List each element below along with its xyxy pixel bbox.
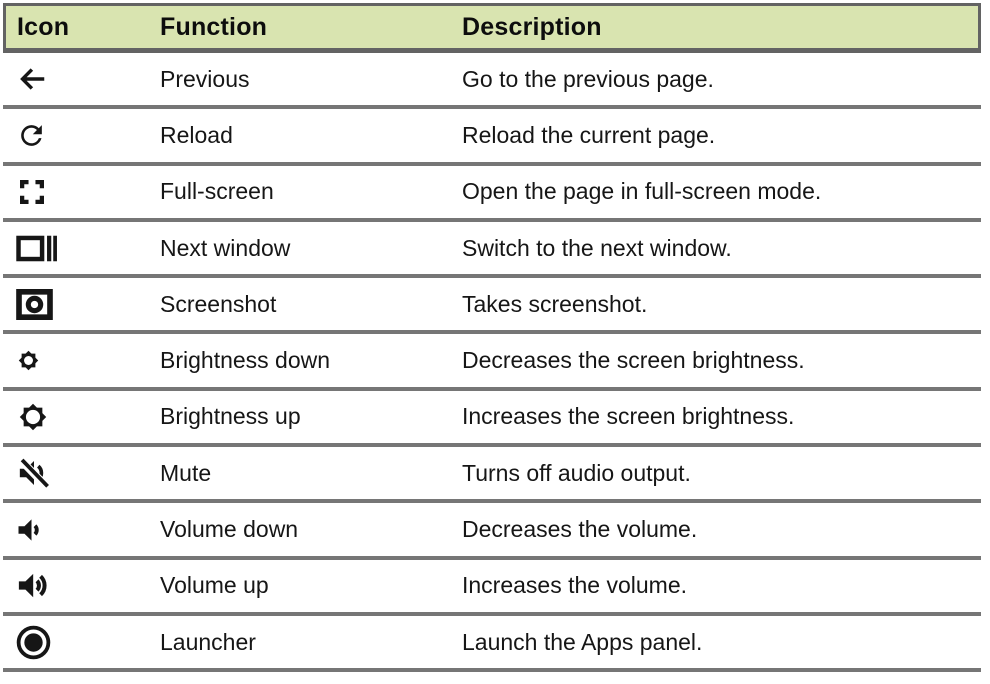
description-cell: Go to the previous page. [462, 65, 714, 92]
table-row [3, 222, 981, 278]
header-description-column: Description [462, 12, 602, 41]
function-cell: Mute [160, 459, 212, 486]
table-row [3, 616, 981, 672]
icon-cell [3, 233, 160, 264]
table-row [3, 53, 981, 109]
description-cell: Open the page in full-screen mode. [462, 178, 822, 205]
table-row [3, 109, 981, 165]
function-cell: Launcher [160, 628, 256, 655]
function-cell: Previous [160, 65, 250, 92]
table-row [3, 334, 981, 390]
function-cell: Reload [160, 121, 233, 148]
next-window-icon [16, 233, 57, 264]
back-arrow-icon [16, 64, 50, 94]
table-row [3, 503, 981, 559]
launcher-icon [16, 625, 51, 660]
description-cell: Reload the current page. [462, 121, 716, 148]
icon-cell [3, 400, 160, 434]
icon-cell [3, 348, 160, 373]
description-cell: Takes screenshot. [462, 290, 648, 317]
description-cell: Switch to the next window. [462, 234, 732, 261]
volume-up-icon [16, 569, 52, 602]
fullscreen-icon [16, 176, 48, 208]
header-function-column: Function [160, 12, 268, 41]
shortcut-table [3, 3, 981, 672]
table-row [3, 278, 981, 334]
icon-cell [3, 289, 160, 320]
screenshot-icon [16, 289, 53, 320]
table-row [3, 391, 981, 447]
description-cell: Increases the screen brightness. [462, 403, 795, 430]
volume-down-icon [16, 515, 46, 545]
function-cell: Volume up [160, 572, 269, 599]
icon-cell [3, 625, 160, 660]
table-body [3, 53, 981, 672]
mute-icon [16, 456, 52, 490]
description-cell: Decreases the screen brightness. [462, 347, 805, 374]
description-cell: Decreases the volume. [462, 516, 698, 543]
function-cell: Next window [160, 234, 291, 261]
function-cell: Brightness up [160, 403, 301, 430]
function-cell: Full-screen [160, 178, 274, 205]
function-cell: Volume down [160, 516, 299, 543]
table-row [3, 447, 981, 503]
brightness-down-icon [16, 348, 41, 373]
description-cell: Launch the Apps panel. [462, 628, 703, 655]
header-icon-column: Icon [17, 12, 70, 41]
icon-cell [3, 176, 160, 208]
table-header-row [3, 3, 981, 53]
icon-cell [3, 456, 160, 490]
function-cell: Screenshot [160, 290, 277, 317]
description-cell: Increases the volume. [462, 572, 688, 599]
brightness-up-icon [16, 400, 50, 434]
icon-cell [3, 569, 160, 602]
table-row [3, 166, 981, 222]
icon-cell [3, 120, 160, 151]
reload-icon [16, 120, 47, 151]
icon-cell [3, 64, 160, 94]
description-cell: Turns off audio output. [462, 459, 691, 486]
function-cell: Brightness down [160, 347, 331, 374]
table-row [3, 560, 981, 616]
icon-cell [3, 515, 160, 545]
